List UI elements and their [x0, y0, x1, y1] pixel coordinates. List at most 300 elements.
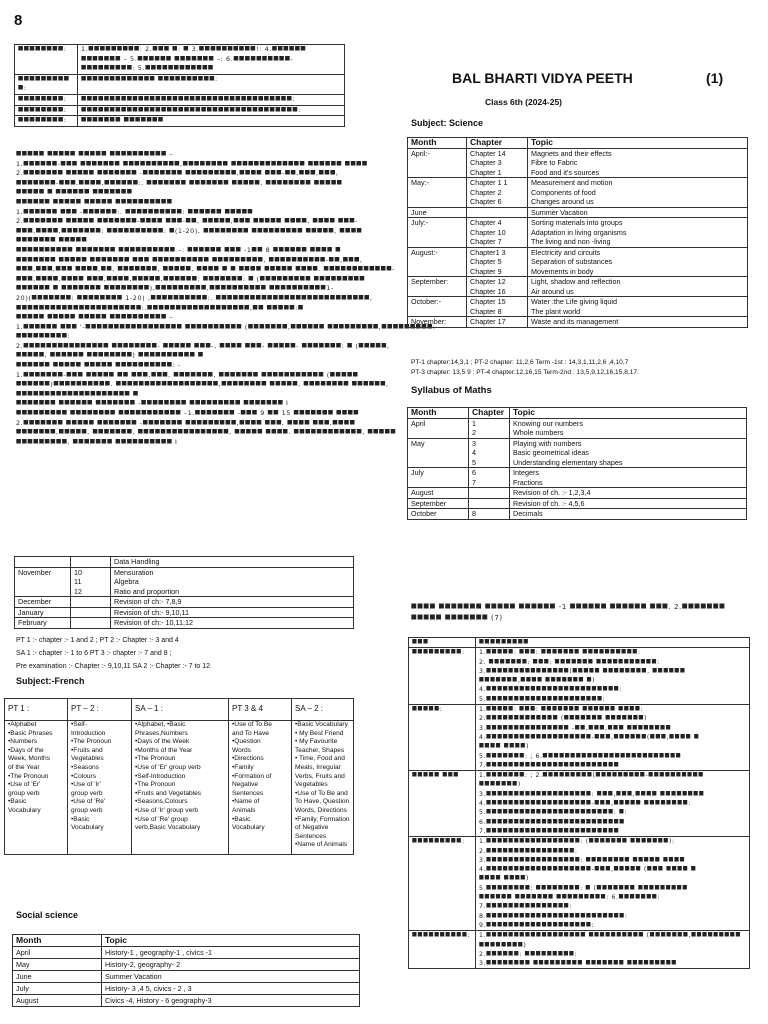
maths2-chapters-line: 11	[74, 577, 82, 586]
science-row	[408, 277, 748, 297]
social-header-month: Month	[13, 935, 102, 947]
hindi-text-line: 20)(⯀⯀⯀⯀⯀⯀⯀: ⯀⯀⯀⯀⯀⯀⯀⯀ 1-20) ,⯀⯀⯀⯀⯀⯀⯀⯀⯀⯀:. ⯀⯀⯀⯀⯀⯀⯀⯀⯀⯀⯀⯀⯀⯀⯀⯀⯀⯀⯀⯀⯀⯀⯀⯀⯀⯀⯀,	[16, 293, 373, 302]
sanskrit-topics-line: 1.⯀⯀⯀⯀⯀: ⯀⯀⯀: ⯀⯀⯀⯀⯀⯀⯀ ⯀⯀⯀⯀⯀⯀⯀⯀⯀⯀:	[479, 649, 641, 657]
french-col-4-line: Vocabulary	[232, 824, 265, 832]
french-col-5-line: Vegetables	[295, 781, 328, 789]
sanskrit-topics-line: 6.⯀⯀⯀⯀⯀⯀⯀⯀⯀⯀⯀⯀⯀⯀⯀⯀⯀⯀⯀⯀⯀⯀⯀⯀⯀	[479, 818, 625, 826]
sanskrit-topics-line: 2.⯀⯀⯀⯀⯀⯀: ⯀⯀⯀⯀⯀⯀⯀⯀⯀:	[479, 950, 578, 958]
maths-topics-line: Integers	[513, 468, 539, 477]
hindi-table-row	[15, 74, 345, 94]
science-topics	[528, 297, 748, 317]
sanskrit-row	[409, 931, 750, 969]
maths2-topics-line: Algebra	[114, 577, 139, 586]
french-col-5-line: •Use of To Be and	[295, 789, 348, 797]
maths-note-3: Pre examination :- Chapter :- 9,10,11 SA 2 :- Chapter :- 7 to 12	[16, 663, 211, 670]
hindi-table-label: ⯀⯀⯀⯀⯀⯀⯀⯀:	[15, 94, 78, 105]
sanskrit-topics-line: 3.⯀⯀⯀⯀⯀⯀⯀⯀⯀⯀⯀⯀⯀⯀⯀(⯀⯀⯀⯀⯀ ⯀⯀⯀⯀⯀⯀⯀⯀, ⯀⯀⯀⯀⯀⯀	[479, 667, 686, 675]
french-col-2-line: Introduction	[71, 729, 106, 737]
french-col-2-line: •The Pronoun	[71, 738, 112, 746]
maths-table-continued	[14, 556, 354, 629]
science-chapters-line: Chapter 14	[470, 148, 506, 158]
hindi-table-row	[15, 116, 345, 127]
maths-month: April	[408, 418, 469, 438]
social-month: April	[13, 947, 102, 959]
social-month: August	[13, 995, 102, 1007]
hindi-text-line: ⯀⯀⯀⯀⯀⯀⯀ ⯀⯀⯀⯀⯀ ⯀⯀⯀⯀⯀⯀⯀ ⯀⯀⯀ ⯀⯀⯀⯀⯀⯀⯀⯀⯀⯀ ⯀⯀⯀⯀⯀⯀⯀⯀⯀, ⯀⯀⯀⯀⯀⯀⯀⯀⯀⯀-⯀⯀,⯀⯀⯀,	[16, 255, 363, 264]
french-col-4-line: •Directions	[232, 755, 264, 763]
science-header-chapter: Chapter	[467, 138, 528, 149]
maths-month: October	[408, 509, 469, 520]
maths-row	[408, 509, 747, 520]
maths-month: September	[408, 498, 469, 509]
science-topics-line: The living and non -living	[531, 237, 611, 246]
french-col-2-line: •Use of 'Re'	[71, 798, 106, 806]
hindi-table-row	[15, 105, 345, 116]
sanskrit-topics-line: ⯀⯀⯀⯀ ⯀⯀⯀⯀)	[479, 743, 529, 751]
hindi-table-row	[15, 45, 345, 75]
french-col-3-line: •Alphabet, •Basic	[135, 721, 186, 728]
sanskrit-topics-line: 1.⯀⯀⯀⯀⯀: ⯀⯀⯀: ⯀⯀⯀⯀⯀⯀⯀ ⯀⯀⯀⯀⯀⯀ ⯀⯀⯀⯀:	[479, 706, 644, 714]
french-col-3	[132, 721, 229, 855]
science-chapters-line: Chapter1 3	[470, 247, 506, 257]
science-month: September:	[408, 277, 467, 297]
french-col-4-line: Words	[232, 746, 251, 754]
sanskrit-topics	[476, 705, 750, 771]
science-chapters-line: Chapter 2	[470, 187, 502, 197]
french-col-3-line: •Use of 'Er' group verb	[135, 763, 201, 771]
science-chapters	[467, 218, 528, 248]
maths-chapters	[469, 438, 510, 468]
sanskrit-topics-line: 3.⯀⯀⯀⯀⯀⯀⯀⯀⯀⯀⯀⯀⯀⯀⯀⯀⯀: ⯀⯀⯀⯀⯀⯀⯀⯀ ⯀⯀⯀⯀⯀ ⯀⯀⯀⯀	[479, 856, 686, 864]
french-col-4-line: •Family	[232, 763, 254, 771]
maths-row	[408, 498, 747, 509]
sanskrit-topics-line: 7.⯀⯀⯀⯀⯀⯀⯀⯀⯀⯀⯀⯀⯀⯀⯀:	[479, 903, 573, 911]
science-chapters-line: Chapter 16	[470, 286, 506, 296]
science-month: November:	[408, 317, 467, 328]
french-col-5-line: • My Best Friend	[295, 729, 344, 737]
hindi-text-line: 2.⯀⯀⯀⯀⯀⯀⯀ ⯀⯀⯀⯀⯀ ⯀⯀⯀⯀⯀⯀⯀ -⯀⯀⯀⯀⯀⯀⯀ ⯀⯀⯀⯀⯀⯀⯀⯀⯀,⯀⯀⯀⯀ ⯀⯀⯀, ⯀⯀⯀⯀ ⯀⯀⯀,⯀⯀⯀⯀	[16, 418, 356, 427]
maths-chapters-line: 1	[472, 418, 476, 428]
science-chapters-line: Chapter 4	[470, 218, 502, 227]
french-col-4-line: Sentences	[232, 789, 264, 797]
science-topics-line: Waste and its management	[531, 317, 619, 326]
hindi-text-line: ⯀⯀⯀⯀⯀⯀⯀⯀⯀⯀⯀⯀⯀⯀⯀⯀⯀⯀⯀⯀ ⯀	[16, 389, 139, 398]
science-row	[408, 178, 748, 208]
french-col-4-line: and To Have	[232, 729, 269, 737]
maths2-month: January	[15, 607, 71, 618]
science-chapters-line: Chapter 3	[470, 158, 502, 167]
maths-chapters-line: 2	[472, 428, 476, 437]
science-chapters	[467, 317, 528, 328]
science-month: May:-	[408, 178, 467, 208]
french-col-5-line: Verbs, Fruits and	[295, 772, 345, 780]
maths-chapters	[469, 488, 510, 499]
french-col-2-line: •Self-	[71, 721, 87, 728]
french-col-3-line: •Fruits and Vegetables	[135, 789, 202, 797]
french-col-2-line: Vocabulary	[71, 824, 104, 832]
french-header-pt34: PT 3 & 4	[229, 699, 292, 721]
maths2-topics	[111, 597, 354, 608]
science-topics-line: Measurement and motion	[531, 178, 613, 187]
social-topic: History-2, geography- 2	[102, 959, 360, 971]
hindi-table-label: ⯀⯀⯀⯀⯀⯀⯀⯀:	[15, 116, 78, 127]
science-row	[408, 297, 748, 317]
sanskrit-topics-line: 8.⯀⯀⯀⯀⯀⯀⯀⯀⯀⯀⯀⯀⯀⯀⯀⯀⯀⯀⯀⯀⯀⯀⯀⯀⯀:	[479, 912, 628, 920]
french-col-2-line: group verb	[71, 789, 103, 797]
science-month: August:-	[408, 247, 467, 277]
social-row	[13, 959, 360, 971]
maths2-topics	[111, 607, 354, 618]
french-col-5-line: • My Favourite	[295, 738, 338, 746]
maths-topics-line: Decimals	[513, 509, 543, 518]
maths-topics-line: Playing with numbers	[513, 438, 582, 448]
hindi-text-line: 2.⯀⯀⯀⯀⯀⯀⯀ ⯀⯀⯀⯀⯀ ⯀⯀⯀⯀⯀⯀⯀-⯀⯀⯀⯀ ⯀⯀⯀-⯀⯀, ⯀⯀⯀⯀⯀,⯀⯀⯀ ⯀⯀⯀⯀⯀ ⯀⯀⯀⯀, ⯀⯀⯀⯀ ⯀⯀⯀-	[16, 217, 359, 226]
social-topic: History- 3 ,4 5, civics - 2 , 3	[102, 983, 360, 995]
maths-chapters-line: 7	[472, 477, 476, 487]
hindi-text-line: 1.⯀⯀⯀⯀⯀⯀-⯀⯀⯀ ⯀⯀⯀⯀⯀⯀⯀ ⯀⯀⯀⯀⯀⯀⯀⯀⯀⯀,⯀⯀⯀⯀⯀⯀⯀⯀ ⯀⯀⯀⯀⯀⯀⯀⯀⯀⯀⯀⯀⯀ ⯀⯀⯀⯀⯀⯀ ⯀⯀⯀⯀	[16, 159, 368, 168]
sanskrit-topics-line: 4.⯀⯀⯀⯀⯀⯀⯀⯀⯀⯀⯀⯀⯀⯀⯀⯀⯀⯀⯀-⯀⯀⯀,⯀⯀⯀⯀⯀⯀(⯀⯀⯀,⯀⯀⯀⯀ ⯀	[479, 733, 700, 741]
science-topics-line: Sorting materials into groups	[531, 218, 623, 227]
french-col-5-line: •Basic Vocabulary	[295, 721, 348, 728]
science-chapters-line: Chapter 1 1	[470, 178, 508, 187]
maths2-chapters	[71, 597, 111, 608]
french-col-3-line: •The Pronoun	[135, 755, 176, 763]
science-chapters-line: Chapter 6	[470, 197, 502, 206]
sanskrit-topics	[476, 648, 750, 705]
science-topics	[528, 277, 748, 297]
maths2-month: February	[15, 618, 71, 629]
maths-header-chapter: Chapter	[469, 408, 510, 419]
science-month: June	[408, 207, 467, 218]
maths-topics	[510, 418, 747, 438]
hindi-table-value: ⯀⯀⯀⯀⯀⯀⯀⯀⯀⯀⯀⯀⯀⯀⯀⯀⯀⯀⯀⯀⯀⯀⯀⯀⯀⯀⯀⯀⯀⯀⯀⯀⯀⯀⯀⯀⯀⯀:	[78, 105, 345, 116]
science-topics-line: Components of food	[531, 187, 596, 197]
sanskrit-topics-line: 1.⯀⯀⯀⯀⯀⯀⯀⯀⯀⯀⯀⯀⯀⯀⯀⯀⯀: (⯀⯀⯀⯀⯀⯀⯀ ⯀⯀⯀⯀⯀⯀⯀):	[479, 838, 675, 846]
science-topics	[528, 247, 748, 277]
hindi-text-line: ⯀⯀⯀⯀⯀⯀⯀ ⯀⯀⯀⯀⯀⯀ ⯀⯀⯀⯀⯀⯀⯀ -⯀⯀⯀⯀⯀⯀⯀⯀ ⯀⯀⯀⯀⯀⯀⯀⯀⯀ ⯀⯀⯀⯀⯀⯀⯀ I	[16, 399, 289, 408]
science-topics	[528, 207, 748, 218]
hindi-text-line: ⯀⯀⯀⯀⯀, ⯀⯀⯀⯀⯀⯀ ⯀⯀⯀⯀⯀⯀⯀⯀) ⯀⯀⯀⯀⯀⯀⯀⯀⯀⯀ ⯀	[16, 351, 204, 360]
science-topics-line: Air around us	[531, 286, 574, 296]
sanskrit-topics-line: 5.⯀⯀⯀⯀⯀⯀⯀⯀: ⯀⯀⯀⯀⯀⯀⯀⯀: ⯀ (⯀⯀⯀⯀⯀⯀⯀ ⯀⯀⯀⯀⯀⯀⯀⯀⯀	[479, 884, 688, 892]
class-line: Class 6th (2024-25)	[485, 97, 563, 107]
french-col-1-line: group verb	[8, 789, 40, 797]
french-col-1-line: •Use of 'Er'	[8, 781, 41, 789]
french-col-5-line: of Negative	[295, 824, 329, 832]
social-row	[13, 983, 360, 995]
sanskrit-month: ⯀⯀⯀⯀⯀:	[409, 705, 476, 771]
science-note-2: PT-3 chapter: 13,5 9 ; PT-4 chapter:12,16,15 Term-2nd : 13,5,9,12,16,15,8,17.	[411, 369, 639, 376]
social-header-topic: Topic	[102, 935, 360, 947]
french-col-4-line: •Basic	[232, 815, 251, 823]
maths-topics	[510, 438, 747, 468]
science-topics	[528, 317, 748, 328]
science-chapters	[467, 297, 528, 317]
maths-title: Syllabus of Maths	[411, 385, 492, 396]
french-col-1	[5, 721, 68, 855]
maths-topics-line: Revision of ch. :- 1,2,3,4	[513, 488, 591, 497]
hindi-text-line: ⯀⯀⯀⯀⯀⯀ ⯀⯀⯀⯀⯀ ⯀⯀⯀⯀⯀ ⯀⯀⯀⯀⯀⯀⯀⯀⯀⯀	[16, 197, 173, 206]
maths-chapters-line: 5	[472, 457, 476, 467]
sanskrit-topics-line: ⯀⯀⯀⯀⯀⯀⯀,⯀⯀⯀⯀ ⯀⯀⯀⯀⯀⯀⯀ ⯀)	[479, 677, 596, 685]
hindi-text-line: ⯀⯀⯀⯀⯀⯀⯀⯀⯀⯀ ⯀⯀⯀⯀⯀⯀⯀ ⯀⯀⯀⯀⯀⯀⯀⯀⯀⯀ –: ⯀⯀⯀⯀⯀⯀ ⯀⯀⯀ -1⯀⯀ 8 ⯀⯀⯀⯀⯀⯀ ⯀⯀⯀⯀ ⯀	[16, 245, 342, 254]
science-topics	[528, 218, 748, 248]
sanskrit-topics-line: 5.⯀⯀⯀⯀⯀⯀⯀: ; 6.⯀⯀⯀⯀⯀⯀⯀⯀⯀⯀⯀⯀⯀⯀⯀⯀⯀⯀⯀⯀⯀⯀⯀⯀⯀	[479, 752, 682, 760]
maths2-row	[15, 597, 354, 608]
hindi-text-line: ⯀⯀⯀,⯀⯀⯀,⯀⯀⯀ ⯀⯀⯀⯀,⯀⯀, ⯀⯀⯀⯀⯀⯀⯀, ⯀⯀⯀⯀⯀, ⯀⯀⯀⯀ ⯀ ⯀ ⯀⯀⯀⯀ ⯀⯀⯀⯀⯀ ⯀⯀⯀⯀. ⯀⯀⯀⯀⯀⯀⯀⯀⯀⯀⯀⯀-	[16, 265, 395, 274]
hindi-text-line: ⯀⯀⯀⯀⯀⯀)⯀⯀⯀⯀⯀⯀⯀⯀⯀⯀. ⯀⯀⯀⯀⯀⯀⯀⯀⯀⯀⯀⯀⯀⯀⯀⯀⯀⯀,⯀⯀⯀⯀⯀⯀⯀⯀ ⯀⯀⯀⯀⯀, ⯀⯀⯀⯀⯀⯀⯀⯀ ⯀⯀⯀⯀⯀⯀,	[16, 380, 389, 389]
sanskrit-topics-line: ⯀⯀⯀⯀ ⯀⯀⯀⯀)	[479, 875, 529, 883]
hindi-table-label: ⯀⯀⯀⯀⯀⯀⯀⯀:	[15, 45, 78, 75]
science-chapters-line: Chapter 17	[470, 317, 506, 326]
maths-chapters-line: 3	[472, 438, 476, 448]
science-topics-line: Summer Vacation	[531, 207, 588, 217]
french-col-4-line: •Question	[232, 738, 261, 746]
maths2-chapters	[71, 618, 111, 629]
social-row	[13, 947, 360, 959]
french-col-1-line: •The Pronoun	[8, 772, 49, 780]
sanskrit-row	[409, 837, 750, 931]
maths-topics	[510, 498, 747, 509]
maths-chapters-line: 8	[472, 509, 476, 518]
sanskrit-topics-line: 7.⯀⯀⯀⯀⯀⯀⯀⯀⯀⯀⯀⯀⯀⯀⯀⯀⯀⯀⯀⯀⯀⯀⯀⯀	[479, 761, 620, 769]
french-col-5-line: Meals, Irregular	[295, 763, 341, 771]
maths2-chapters	[71, 607, 111, 618]
science-header-topic: Topic	[528, 138, 748, 149]
maths2-topics-line: Data Handling	[114, 557, 160, 566]
science-topics-line: Magnets and their effects	[531, 148, 612, 158]
science-chapters	[467, 207, 528, 218]
maths-topics-line: Whole numbers	[513, 428, 564, 437]
french-col-5-line: • Time, Food and	[295, 755, 345, 763]
french-col-4-line: •Use of To Be	[232, 721, 272, 728]
maths-chapters-line: 4	[472, 448, 476, 457]
hindi-table-label: ⯀⯀⯀⯀⯀⯀⯀⯀:	[15, 105, 78, 116]
science-row	[408, 247, 748, 277]
french-col-5-line: Words, Directions	[295, 806, 347, 814]
social-topic: Summer Vacation	[102, 971, 360, 983]
maths2-topics-line: Revision of ch:- 9,10,11	[114, 607, 189, 617]
science-row	[408, 148, 748, 178]
social-topic: Civics -4, History - 6 geography-3	[102, 995, 360, 1007]
french-col-3-line: •Use of 'Ir' group verb	[135, 806, 199, 814]
science-chapters-line: Chapter 12	[470, 277, 506, 286]
science-chapters-line: Chapter 9	[470, 266, 502, 276]
maths-month: July	[408, 468, 469, 488]
hindi-table-value: ⯀⯀⯀⯀⯀⯀⯀⯀⯀⯀⯀⯀⯀ ⯀⯀⯀⯀⯀⯀⯀⯀⯀⯀:	[78, 74, 345, 94]
hindi-text-line: ⯀⯀⯀⯀⯀ ⯀⯀⯀⯀⯀ ⯀⯀⯀⯀⯀ ⯀⯀⯀⯀⯀⯀⯀⯀⯀⯀ –	[16, 150, 174, 158]
sanskrit-topics-line: 4.⯀⯀⯀⯀⯀⯀⯀⯀⯀⯀⯀⯀⯀⯀⯀⯀⯀⯀⯀⯀⯀⯀⯀⯀:	[479, 686, 622, 694]
french-col-2-line: •Seasons	[71, 763, 99, 771]
french-header-sa1: SA – 1 :	[132, 699, 229, 721]
french-col-2-line: •Use of 'Ir'	[71, 781, 101, 789]
sanskrit-row	[409, 705, 750, 771]
french-col-4-line: Negative	[232, 781, 259, 789]
french-col-5-line: Sentences	[295, 832, 327, 840]
french-col-1-line: •Alphabet	[8, 721, 37, 728]
science-topics-line: Food and it's sources	[531, 167, 600, 177]
sanskrit-topics-line: 5.⯀⯀⯀⯀⯀⯀⯀⯀⯀⯀⯀⯀⯀⯀⯀⯀⯀⯀⯀⯀⯀⯀⯀: ⯀:	[479, 809, 628, 817]
science-chapters	[467, 277, 528, 297]
french-col-5	[292, 721, 354, 855]
science-chapters-line: Chapter 15	[470, 297, 506, 306]
maths-topics-line: Knowing our numbers	[513, 418, 583, 428]
french-col-3-line: •Seasons,Colours	[135, 798, 188, 806]
sanskrit-topics-line: 2.⯀⯀⯀⯀⯀⯀⯀⯀⯀⯀⯀⯀⯀ (⯀⯀⯀⯀⯀⯀⯀ ⯀⯀⯀⯀⯀⯀⯀)	[479, 715, 648, 723]
sanskrit-header-topic: ⯀⯀⯀⯀⯀⯀⯀⯀⯀	[476, 638, 750, 648]
maths-topics-line: Fractions	[513, 477, 543, 487]
french-col-2-line: •Colours	[71, 772, 97, 780]
hindi-text-line: ⯀⯀⯀⯀⯀⯀ ⯀ ⯀⯀⯀⯀⯀⯀⯀ ⯀⯀⯀⯀⯀⯀⯀⯀),⯀⯀⯀⯀⯀⯀⯀⯀⯀,⯀⯀⯀⯀⯀⯀⯀⯀⯀⯀ ⯀⯀⯀⯀⯀⯀⯀⯀⯀⯀1-	[16, 284, 334, 293]
sanskrit-topics-line: 3.⯀⯀⯀⯀⯀⯀⯀⯀⯀⯀⯀⯀⯀⯀⯀ -⯀⯀,⯀⯀⯀,⯀⯀⯀ ⯀⯀⯀⯀⯀⯀⯀⯀	[479, 724, 672, 732]
hindi-text-line: 2.⯀⯀⯀⯀⯀⯀⯀ ⯀⯀⯀⯀⯀ ⯀⯀⯀⯀⯀⯀⯀ -⯀⯀⯀⯀⯀⯀⯀ ⯀⯀⯀⯀⯀⯀⯀⯀⯀,⯀⯀⯀⯀ ⯀⯀⯀-⯀⯀,⯀⯀⯀,⯀⯀⯀,	[16, 169, 339, 178]
hindi-text-line: ⯀⯀⯀⯀⯀⯀⯀⯀⯀, ⯀⯀⯀⯀⯀⯀⯀ ⯀⯀⯀⯀⯀⯀⯀⯀⯀⯀ I	[16, 437, 178, 446]
french-col-2	[68, 721, 132, 855]
hindi-table-value: ⯀⯀⯀⯀⯀⯀⯀⯀⯀⯀⯀⯀⯀⯀⯀⯀⯀⯀⯀⯀⯀⯀⯀⯀⯀⯀⯀⯀⯀⯀⯀⯀⯀⯀⯀⯀⯀:	[78, 94, 345, 105]
science-topics	[528, 178, 748, 208]
hindi-table-value: 1.⯀⯀⯀⯀⯀⯀⯀⯀⯀: 2.⯀⯀⯀ ⯀: ⯀ 3.⯀⯀⯀⯀⯀⯀⯀⯀⯀⯀!: 4.⯀⯀⯀⯀⯀⯀ ⯀⯀⯀⯀⯀⯀⯀ – 5.⯀⯀⯀⯀⯀⯀ ⯀⯀⯀⯀⯀⯀⯀ –: 6.⯀⯀⯀⯀⯀⯀⯀⯀⯀⯀-⯀⯀⯀⯀⯀⯀⯀⯀⯀: 5.⯀⯀⯀⯀⯀⯀⯀⯀⯀⯀⯀⯀	[78, 45, 345, 75]
social-topic: History-1 , geography-1 , civics -1	[102, 947, 360, 959]
sanskrit-topics-line: 3.⯀⯀⯀⯀⯀⯀⯀⯀ ⯀⯀⯀⯀⯀⯀⯀⯀⯀ ⯀⯀⯀⯀⯀⯀⯀ ⯀⯀⯀⯀⯀⯀⯀⯀⯀	[479, 960, 677, 968]
science-month: April:-	[408, 148, 467, 178]
sanskrit-row	[409, 771, 750, 837]
sanskrit-topics-line: 2. ⯀⯀⯀⯀⯀⯀⯀: ⯀⯀⯀: ⯀⯀⯀⯀⯀⯀⯀ ⯀⯀⯀⯀⯀⯀⯀⯀⯀⯀⯀:	[479, 658, 660, 666]
french-col-5-line: Teacher, Shapes	[295, 746, 345, 754]
social-table	[12, 934, 360, 1007]
science-subject: Subject: Science	[411, 118, 484, 128]
hindi-syllabus-table	[14, 44, 345, 127]
french-col-5-line: To Have, Question	[295, 798, 350, 806]
science-row	[408, 207, 748, 218]
french-col-5-line: •Name of Animals	[295, 841, 348, 849]
sanskrit-topics	[476, 931, 750, 969]
french-col-1-line: •Basic Phrases	[8, 729, 53, 737]
sanskrit-heading: ⯀⯀⯀⯀ ⯀⯀⯀⯀⯀⯀⯀ ⯀⯀⯀⯀⯀ ⯀⯀⯀⯀⯀⯀ -1 ⯀⯀⯀⯀⯀⯀ ⯀⯀⯀⯀⯀⯀ ⯀⯀⯀. 2.⯀⯀⯀⯀⯀⯀⯀	[411, 603, 726, 611]
hindi-text-line: ⯀⯀⯀⯀⯀ ⯀ ⯀⯀⯀⯀⯀⯀ ⯀⯀⯀⯀⯀⯀⯀	[16, 188, 133, 197]
maths-month: August	[408, 488, 469, 499]
sanskrit-topics-line: 1.⯀⯀⯀⯀⯀⯀⯀⯀⯀⯀⯀⯀⯀⯀⯀⯀⯀⯀ ⯀⯀⯀⯀⯀⯀⯀⯀⯀⯀ (⯀⯀⯀⯀⯀⯀⯀,⯀⯀⯀⯀⯀⯀⯀⯀⯀	[479, 932, 742, 940]
science-row	[408, 218, 748, 248]
sanskrit-table	[408, 637, 750, 969]
maths2-chapters	[71, 567, 111, 597]
sanskrit-month: ⯀⯀⯀⯀⯀⯀⯀⯀⯀:	[409, 837, 476, 931]
maths2-chapters-line: 12	[74, 586, 82, 596]
hindi-text-line: 1.⯀⯀⯀⯀⯀⯀⯀-⯀⯀⯀ ⯀⯀⯀⯀⯀ ⯀⯀ ⯀⯀⯀,⯀⯀⯀, ⯀⯀⯀⯀⯀⯀⯀, ⯀⯀⯀⯀⯀⯀⯀ ⯀⯀⯀⯀⯀⯀⯀⯀⯀⯀⯀ (⯀⯀⯀⯀⯀	[16, 370, 359, 379]
french-col-5-line: •Family, Formation	[295, 815, 350, 823]
maths-note-1: PT 1 :- chapter :- 1 and 2 ; PT 2 :- Chapter :- 3 and 4	[16, 637, 179, 644]
science-chapters-line: Chapter 5	[470, 257, 502, 266]
science-topics-line: Fibre to Fabric	[531, 158, 578, 167]
french-header-sa2: SA – 2 :	[292, 699, 354, 721]
sanskrit-topics	[476, 771, 750, 837]
social-month: June	[13, 971, 102, 983]
maths-row	[408, 438, 747, 468]
french-col-4-line: •Name of	[232, 798, 260, 806]
french-table	[4, 698, 354, 855]
french-col-3-line: •The Pronoun	[135, 781, 176, 789]
maths-header-month: Month	[408, 408, 469, 419]
french-col-2-line: •Basic	[71, 815, 90, 823]
hindi-table-value: ⯀⯀⯀⯀⯀⯀⯀ ⯀⯀⯀⯀⯀⯀⯀	[78, 116, 345, 127]
hindi-text-line: ⯀⯀⯀⯀⯀⯀⯀⯀⯀⯀⯀⯀⯀⯀⯀⯀⯀⯀⯀⯀⯀⯀:.⯀⯀⯀⯀⯀⯀⯀⯀⯀⯀⯀⯀⯀⯀⯀⯀⯀⯀,⯀⯀ ⯀⯀⯀⯀⯀:⯀	[16, 303, 304, 312]
maths2-month: November	[15, 567, 71, 597]
sanskrit-month: ⯀⯀⯀⯀⯀ ⯀⯀⯀	[409, 771, 476, 837]
maths-row	[408, 468, 747, 488]
hindi-table-row	[15, 94, 345, 105]
french-col-2-line: group verb	[71, 806, 103, 814]
science-topics-line: Electricity and circuits	[531, 247, 601, 257]
maths-chapters-line: 6	[472, 468, 476, 477]
french-col-3-line: •Months of the Year	[135, 746, 193, 754]
maths2-topics	[111, 567, 354, 597]
french-col-3-line: •Use of 'Re' group	[135, 815, 188, 823]
page-marker: (1)	[706, 70, 724, 86]
maths-row	[408, 418, 747, 438]
sanskrit-topics-line: ⯀⯀⯀⯀⯀⯀⯀)	[479, 781, 521, 789]
maths-topics	[510, 488, 747, 499]
sanskrit-topics	[476, 837, 750, 931]
maths2-chapters	[71, 557, 111, 568]
french-col-1-line: of the Year	[8, 763, 40, 771]
hindi-text-line: ⯀⯀⯀⯀⯀⯀⯀⯀⯀ ⯀⯀⯀⯀⯀⯀⯀⯀ ⯀⯀⯀⯀⯀⯀⯀⯀⯀⯀⯀ –1.⯀⯀⯀⯀⯀⯀⯀ -⯀⯀⯀ 9 ⯀⯀ 15 ⯀⯀⯀⯀⯀⯀⯀ ⯀⯀⯀⯀	[16, 409, 360, 418]
french-col-1-line: Week, Months	[8, 755, 51, 763]
school-name: BAL BHARTI VIDYA PEETH	[452, 70, 633, 86]
sanskrit-row	[409, 648, 750, 705]
hindi-text-line: ⯀⯀⯀⯀⯀⯀⯀-⯀⯀⯀,⯀⯀⯀⯀,⯀⯀⯀⯀⯀⯀:. ⯀⯀⯀⯀⯀⯀⯀ ⯀⯀⯀⯀⯀⯀⯀ ⯀⯀⯀⯀⯀, ⯀⯀⯀⯀⯀⯀⯀⯀ ⯀⯀⯀⯀⯀	[16, 178, 343, 187]
french-header-pt2: PT – 2 :	[68, 699, 132, 721]
maths2-month	[15, 557, 71, 568]
sanskrit-topics-line: 2.⯀⯀⯀⯀⯀⯀⯀⯀⯀⯀⯀⯀⯀⯀⯀⯀:	[479, 847, 578, 855]
maths-topics-line: Revision of ch. :- 4,5,6	[513, 498, 585, 508]
hindi-text-line: ⯀⯀⯀,⯀⯀⯀⯀,⯀⯀⯀⯀ ⯀⯀⯀,⯀⯀⯀⯀,⯀⯀⯀⯀⯀,⯀⯀⯀⯀⯀⯀: ⯀⯀⯀⯀⯀⯀⯀: ⯀ (⯀⯀⯀⯀⯀⯀⯀⯀⯀ ⯀⯀⯀⯀⯀⯀⯀⯀⯀	[16, 274, 366, 283]
maths2-chapters-line: 10	[74, 567, 82, 577]
french-col-1-line: •Numbers	[8, 738, 38, 746]
hindi-text-line: 1.⯀⯀⯀⯀⯀⯀ ⯀⯀⯀ -⯀⯀⯀⯀⯀⯀:. ⯀⯀⯀⯀⯀⯀⯀⯀⯀⯀: ⯀⯀⯀⯀⯀⯀ ⯀⯀⯀⯀⯀	[16, 207, 254, 216]
maths-topics	[510, 468, 747, 488]
french-col-1-line: Vocabulary	[8, 806, 41, 814]
sanskrit-topics-line: 1.⯀⯀⯀⯀⯀⯀⯀: ; 2.⯀⯀⯀⯀⯀⯀⯀⯀⯀(⯀⯀⯀⯀⯀⯀⯀⯀⯀-⯀⯀⯀⯀⯀⯀⯀⯀⯀⯀	[479, 772, 704, 780]
science-row	[408, 317, 748, 328]
maths2-topics	[111, 557, 354, 568]
social-month: May	[13, 959, 102, 971]
maths2-row	[15, 607, 354, 618]
french-col-3-line: •Days of the Week	[135, 738, 190, 746]
maths2-topics	[111, 618, 354, 629]
science-chapters-line: Chapter 1	[470, 167, 502, 177]
maths-table	[407, 407, 747, 520]
maths-chapters	[469, 498, 510, 509]
maths2-row	[15, 557, 354, 568]
science-topics-line: Separation of substances	[531, 257, 613, 266]
hindi-text-line: ⯀⯀⯀,⯀⯀⯀⯀,⯀⯀⯀⯀⯀⯀⯀: ⯀⯀⯀⯀⯀⯀⯀⯀⯀⯀: ⯀(1-20), ⯀⯀⯀⯀⯀⯀⯀⯀ ⯀⯀⯀⯀⯀⯀⯀⯀⯀ ⯀⯀⯀⯀⯀, ⯀⯀⯀⯀	[16, 226, 363, 235]
french-col-3-line: Phrases,Numbers	[135, 729, 188, 737]
science-chapters	[467, 148, 528, 178]
science-topics-line: Water :the Life giving liquid	[531, 297, 618, 306]
french-col-3-line: verb,Basic Vocabulary	[135, 824, 201, 832]
maths-row	[408, 488, 747, 499]
hindi-text-line: ⯀⯀⯀⯀⯀⯀⯀⯀⯀:	[16, 332, 71, 341]
social-month: July	[13, 983, 102, 995]
maths2-topics-line: Mensuration	[114, 567, 154, 577]
sanskrit-topics-line: ⯀⯀⯀⯀⯀⯀ ⯀⯀⯀⯀⯀⯀⯀ ⯀⯀⯀⯀⯀⯀⯀⯀⯀: 6.⯀⯀⯀⯀⯀⯀⯀:	[479, 894, 661, 902]
hindi-text-line: ⯀⯀⯀⯀⯀⯀⯀,⯀⯀⯀⯀⯀, ⯀⯀⯀⯀⯀⯀⯀, ⯀⯀⯀⯀⯀⯀⯀⯀⯀⯀⯀⯀⯀⯀⯀⯀, ⯀⯀⯀⯀⯀ ⯀⯀⯀⯀. ⯀⯀⯀⯀⯀⯀⯀⯀⯀⯀⯀⯀, ⯀⯀⯀⯀⯀	[16, 428, 397, 437]
maths-topics	[510, 509, 747, 520]
science-header-month: Month	[408, 138, 467, 149]
science-topics-line: Movements in body	[531, 266, 594, 276]
hindi-text-line: 1.⯀⯀⯀⯀⯀⯀ ⯀⯀⯀ '-⯀⯀⯀⯀⯀⯀⯀⯀⯀⯀⯀⯀⯀⯀⯀⯀⯀ ⯀⯀⯀⯀⯀⯀⯀⯀⯀⯀ (⯀⯀⯀⯀⯀⯀⯀,⯀⯀⯀⯀⯀⯀ ⯀⯀⯀⯀⯀⯀⯀⯀⯀,⯀⯀⯀⯀⯀⯀⯀⯀⯀:	[16, 322, 436, 331]
sanskrit-topics-line: 3.⯀⯀⯀⯀⯀⯀⯀⯀⯀⯀⯀⯀⯀⯀⯀⯀⯀⯀⯀: ⯀⯀⯀,⯀⯀⯀,⯀⯀⯀⯀ ⯀⯀⯀⯀⯀⯀⯀⯀	[479, 790, 705, 798]
sanskrit-header-month: ⯀⯀⯀	[409, 638, 476, 648]
